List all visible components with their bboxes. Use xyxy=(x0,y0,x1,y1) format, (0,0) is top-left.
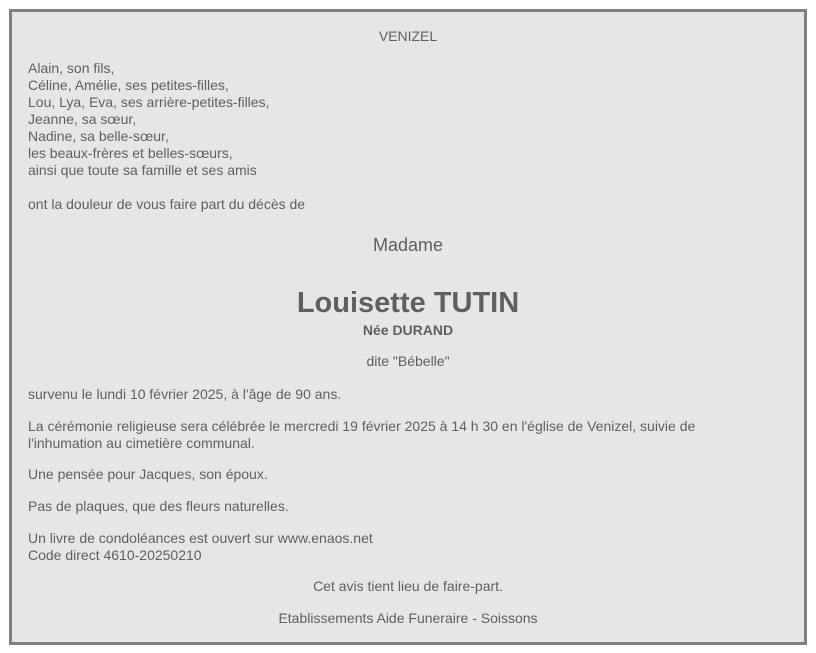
nickname: dite "Bébelle" xyxy=(366,353,450,369)
ceremony-details: La cérémonie religieuse sera célébrée le mercredi 19 février 2025 à 14 h 30 en l'église de Venizel, suivie de l'inhumation au cimetière communal. xyxy=(28,418,696,451)
closing-note: Cet avis tient lieu de faire-part. xyxy=(313,578,503,594)
town-name: VENIZEL xyxy=(378,28,438,44)
announcement-intro: ont la douleur de vous faire part du décès de xyxy=(28,196,306,212)
maiden-name: Née DURAND xyxy=(362,322,454,338)
family-member: ainsi que toute sa famille et ses amis xyxy=(28,162,257,178)
obituary-notice xyxy=(9,9,807,645)
funeral-home: Etablissements Aide Funeraire - Soissons xyxy=(278,610,538,626)
condolences-code-line: Code direct 4610-20250210 xyxy=(28,547,202,563)
family-list xyxy=(28,60,269,179)
condolences-block xyxy=(28,530,748,564)
deceased-name: Louisette TUTIN xyxy=(296,287,520,319)
family-member: Jeanne, sa sœur, xyxy=(28,111,137,127)
family-member: les beaux-frères et belles-sœurs, xyxy=(28,145,233,161)
family-member: Céline, Amélie, ses petites-filles, xyxy=(28,77,229,93)
condolences-book-line: Un livre de condoléances est ouvert sur www.enaos.net xyxy=(28,530,373,546)
spouse-thought: Une pensée pour Jacques, son époux. xyxy=(28,466,268,482)
civility-title: Madame xyxy=(372,235,444,255)
family-member: Alain, son fils, xyxy=(28,60,115,76)
death-details: survenu le lundi 10 février 2025, à l'âge de 90 ans. xyxy=(28,386,342,402)
flowers-note: Pas de plaques, que des fleurs naturelles. xyxy=(28,498,289,514)
family-member: Nadine, sa belle-sœur, xyxy=(28,128,169,144)
family-member: Lou, Lya, Eva, ses arrière-petites-filles, xyxy=(28,94,270,110)
